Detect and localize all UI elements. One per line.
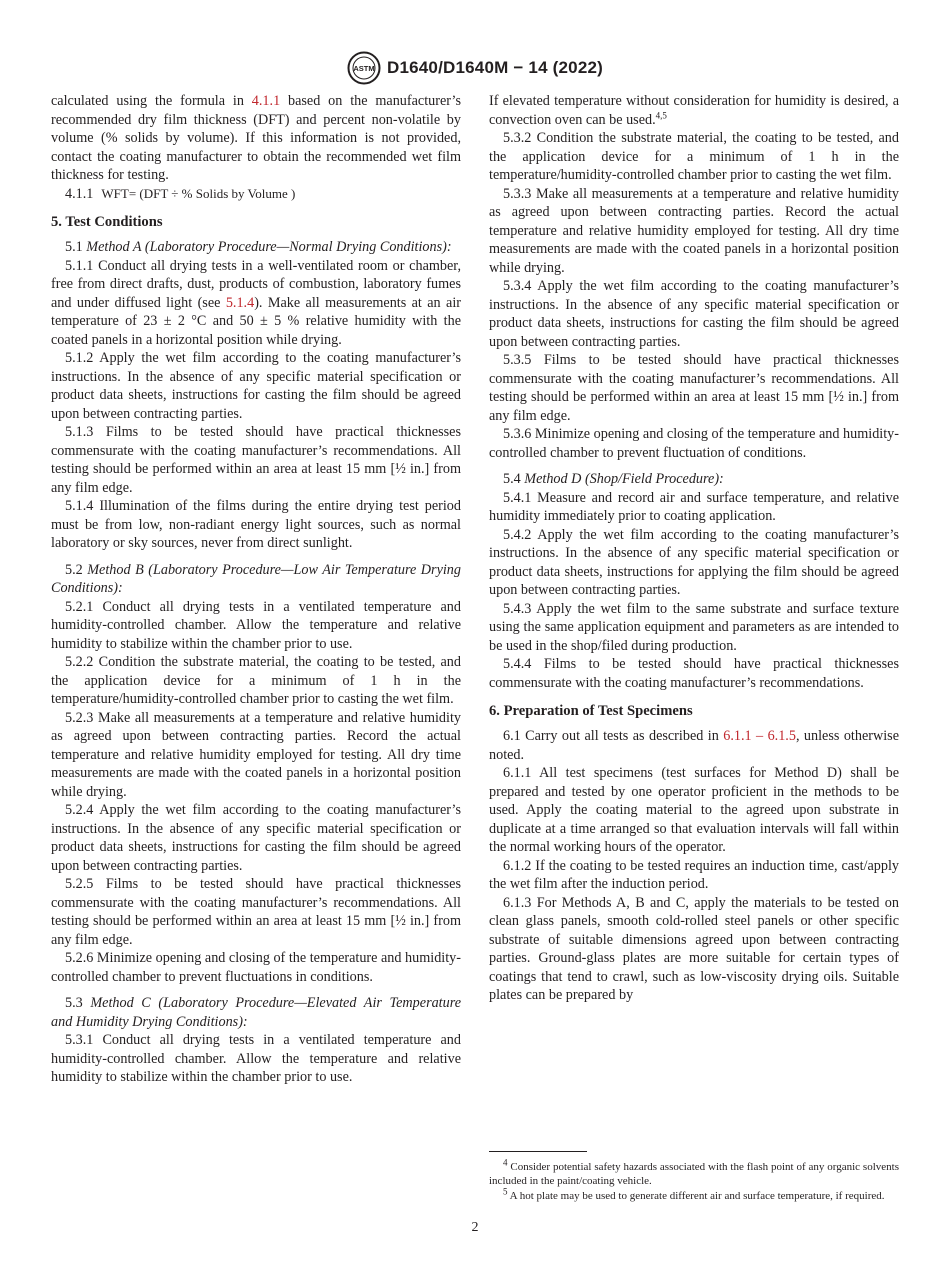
para-5-2-6: 5.2.6 Minimize opening and closing of the temperature and humidity-controlled chamber to prevent fluctuations in conditions. <box>51 950 461 985</box>
para-5-3-5: 5.3.5 Films to be tested should have practical thicknesses commensurate with the coating manufacturer’s recommendations. All testing should be performed within an area at least 15 mm [½ in.] from any film edge. <box>489 352 899 424</box>
page-header <box>0 50 950 86</box>
para-5-1-2: 5.1.2 Apply the wet film according to the coating manufacturer’s instructions. In the absence of any specific material specification or product data sheets, instructions for casting the film should be agreed upon between contracting parties. <box>51 350 461 422</box>
para-6-1-1: 6.1.1 All test specimens (test surfaces for Method D) shall be prepared and tested by one operator proficient in the methods to be used. Apply the coating material to the agreed upon substrate in duplicate at a time arranged so that evaluation intervals will fall within the normal working hours of the operator. <box>489 765 899 855</box>
para-5-2-2: 5.2.2 Condition the substrate material, the coating to be tested, and the application device for a minimum of 1 h in the temperature/humidity-controlled chamber prior to casting the wet film. <box>51 654 461 707</box>
footnote-5: $^5$ A hot plate may be used to generate different air and surface temperature, if required. <box>503 1186 885 1202</box>
section-6-heading: 6. Preparation of Test Specimens <box>489 703 693 719</box>
section-5-2-title: 5.2 Method B (Laboratory Procedure—Low Air Temperature Drying Conditions): <box>51 561 461 596</box>
section-5-3-title: 5.3 Method C (Laboratory Procedure—Elevated Air Temperature and Humidity Drying Conditions): <box>51 995 462 1030</box>
para-5-2-3: 5.2.3 Make all measurements at a temperature and relative humidity as agreed upon between contracting parties. Record the actual temperature and relative humidity employed for testing. All dry time measurements are made with the coated panels in a horizontal position while drying. <box>51 709 461 800</box>
para-5-1-1: 5.1.1 Conduct all drying tests in a well-ventilated room or chamber, free from direct drafts, dust, products of combustion, laboratory fumes and under diffused light (see 5.1.4). Make all measurements at an air temperature of 23 ± 2 °C and 50 ± 5 % relative humidity with the coated panels in a horizontal position while drying. <box>51 257 462 348</box>
footnotes <box>489 1157 899 1204</box>
formula-4-1-1: 4.1.1 WFT= (DFT ÷ % Solids by Volume ) <box>65 185 296 202</box>
para-5-2-4: 5.2.4 Apply the wet film according to the coating manufacturer’s instructions. In the absence of any specific material specification or product data sheets, instructions for casting the film should be agreed upon between contracting parties. <box>51 802 461 874</box>
astm-logo-icon <box>347 51 381 85</box>
section-5-1-title: 5.1 Method A (Laboratory Procedure—Normal Drying Conditions): <box>65 239 452 255</box>
para-6-1: 6.1 Carry out all tests as described in 6.1.1 – 6.1.5, unless otherwise noted. <box>489 728 899 763</box>
footnote-4: $^4$ Consider potential safety hazards associated with the flash point of any organic solvents included in the paint/coating vehicle. <box>489 1157 899 1187</box>
left-column <box>51 92 461 1087</box>
para-5-2-1: 5.2.1 Conduct all drying tests in a ventilated temperature and humidity-controlled chamber. Allow the temperature and relative humidity to stabilize within the chamber prior to use. <box>51 598 461 652</box>
xref-5-1-4-link[interactable]: 5.1.4 <box>225 294 255 311</box>
para-5-3-2: 5.3.2 Condition the substrate material, the coating to be tested, and the application device for a minimum of 1 h in the temperature/humidity-controlled chamber prior to casting the wet film. <box>489 130 899 183</box>
para-5-3-4: 5.3.4 Apply the wet film according to the coating manufacturer’s instructions. In the absence of any specific material specification or product data sheets, instructions for casting the film should be agreed upon between contracting parties. <box>489 278 899 350</box>
document-id: D1640/D1640M − 14 (2022) <box>386 58 604 77</box>
section-5-heading: 5. Test Conditions <box>51 214 163 230</box>
page-number: 2 <box>471 1220 479 1235</box>
svg-text:ASTM: ASTM <box>353 64 375 73</box>
para-5-4-3: 5.4.3 Apply the wet film to the same substrate and surface texture using the same application equipment and parameters as are intended to be used in the shop/filed during production. <box>489 600 899 654</box>
para-6-1-3: 6.1.3 For Methods A, B and C, apply the materials to be tested on clean glass panels, smooth cold-rolled steel panels or other specific substrate of suitable dimensions agreed upon between contracting parties. Ground-glass plates are more suitable for certain types of coatings that tend to crawl, such as low-viscosity drying oils. Suitable plates can be prepared by <box>489 894 899 1003</box>
para-5-3-6: 5.3.6 Minimize opening and closing of the temperature and humidity-controlled chamber to prevent fluctuation of conditions. <box>489 426 899 461</box>
para-5-4-2: 5.4.2 Apply the wet film according to the coating manufacturer’s instructions. In the absence of any specific material specification or product data sheets, instructions for applying the film should be agreed upon between contracting parties. <box>489 526 899 598</box>
para-5-2-5: 5.2.5 Films to be tested should have practical thicknesses commensurate with the coating manufacturer’s recommendations. All testing should be performed within an area at least 15 mm [½ in.] from any film edge. <box>51 876 461 948</box>
para-5-1-4: 5.1.4 Illumination of the films during the entire drying test period must be from low, non-radiant energy light sources, such as normal laboratory or sky sources, never from direct sunlight. <box>51 498 461 551</box>
para-5-4-1: 5.4.1 Measure and record air and surface temperature, and relative humidity immediately prior to coating application. <box>489 489 899 524</box>
footnote-ref-4-5[interactable]: 4,5 <box>655 109 667 120</box>
section-5-4-title: 5.4 Method D (Shop/Field Procedure): <box>503 471 724 487</box>
para-5-3-1: 5.3.1 Conduct all drying tests in a ventilated temperature and humidity-controlled chamber. Allow the temperature and relative humidity to stabilize within the chamber prior to use. <box>51 1032 461 1085</box>
para-5-1-3: 5.1.3 Films to be tested should have practical thicknesses commensurate with the coating manufacturer’s recommendations. All testing should be performed within an area at least 15 mm [½ in.] from any film edge. <box>51 424 461 496</box>
intro-paragraph: calculated using the formula in 4.1.1 based on the manufacturer’s recommended dry film thickness (DFT) and percent non-volatile by volume (% solids by volume). If this information is not provided, contact the coating manufacturer to obtain the recommended wet film thickness for testing. <box>51 93 461 183</box>
right-column <box>489 92 899 1005</box>
para-6-1-2: 6.1.2 If the coating to be tested requires an induction time, cast/apply the wet film after the induction period. <box>489 857 899 892</box>
para-5-3-1-continued: If elevated temperature without consideration for humidity is desired, a convection oven can be used.$^{4,5}$ <box>489 93 899 128</box>
para-5-4-4: 5.4.4 Films to be tested should have practical thicknesses commensurate with the coating manufacturer’s recommendations. <box>489 656 899 691</box>
para-5-3-3: 5.3.3 Make all measurements at a temperature and relative humidity as agreed upon between contracting parties. Record the actual temperature and relative humidity employed for testing. All dry time measurements are made with the coated panels in a horizontal position while drying. <box>489 185 899 276</box>
footnote-divider <box>489 1151 587 1152</box>
xref-6-1-1-link[interactable]: 6.1.1 – 6.1.5 <box>723 728 796 744</box>
xref-4-1-1-link[interactable]: 4.1.1 <box>251 93 281 109</box>
